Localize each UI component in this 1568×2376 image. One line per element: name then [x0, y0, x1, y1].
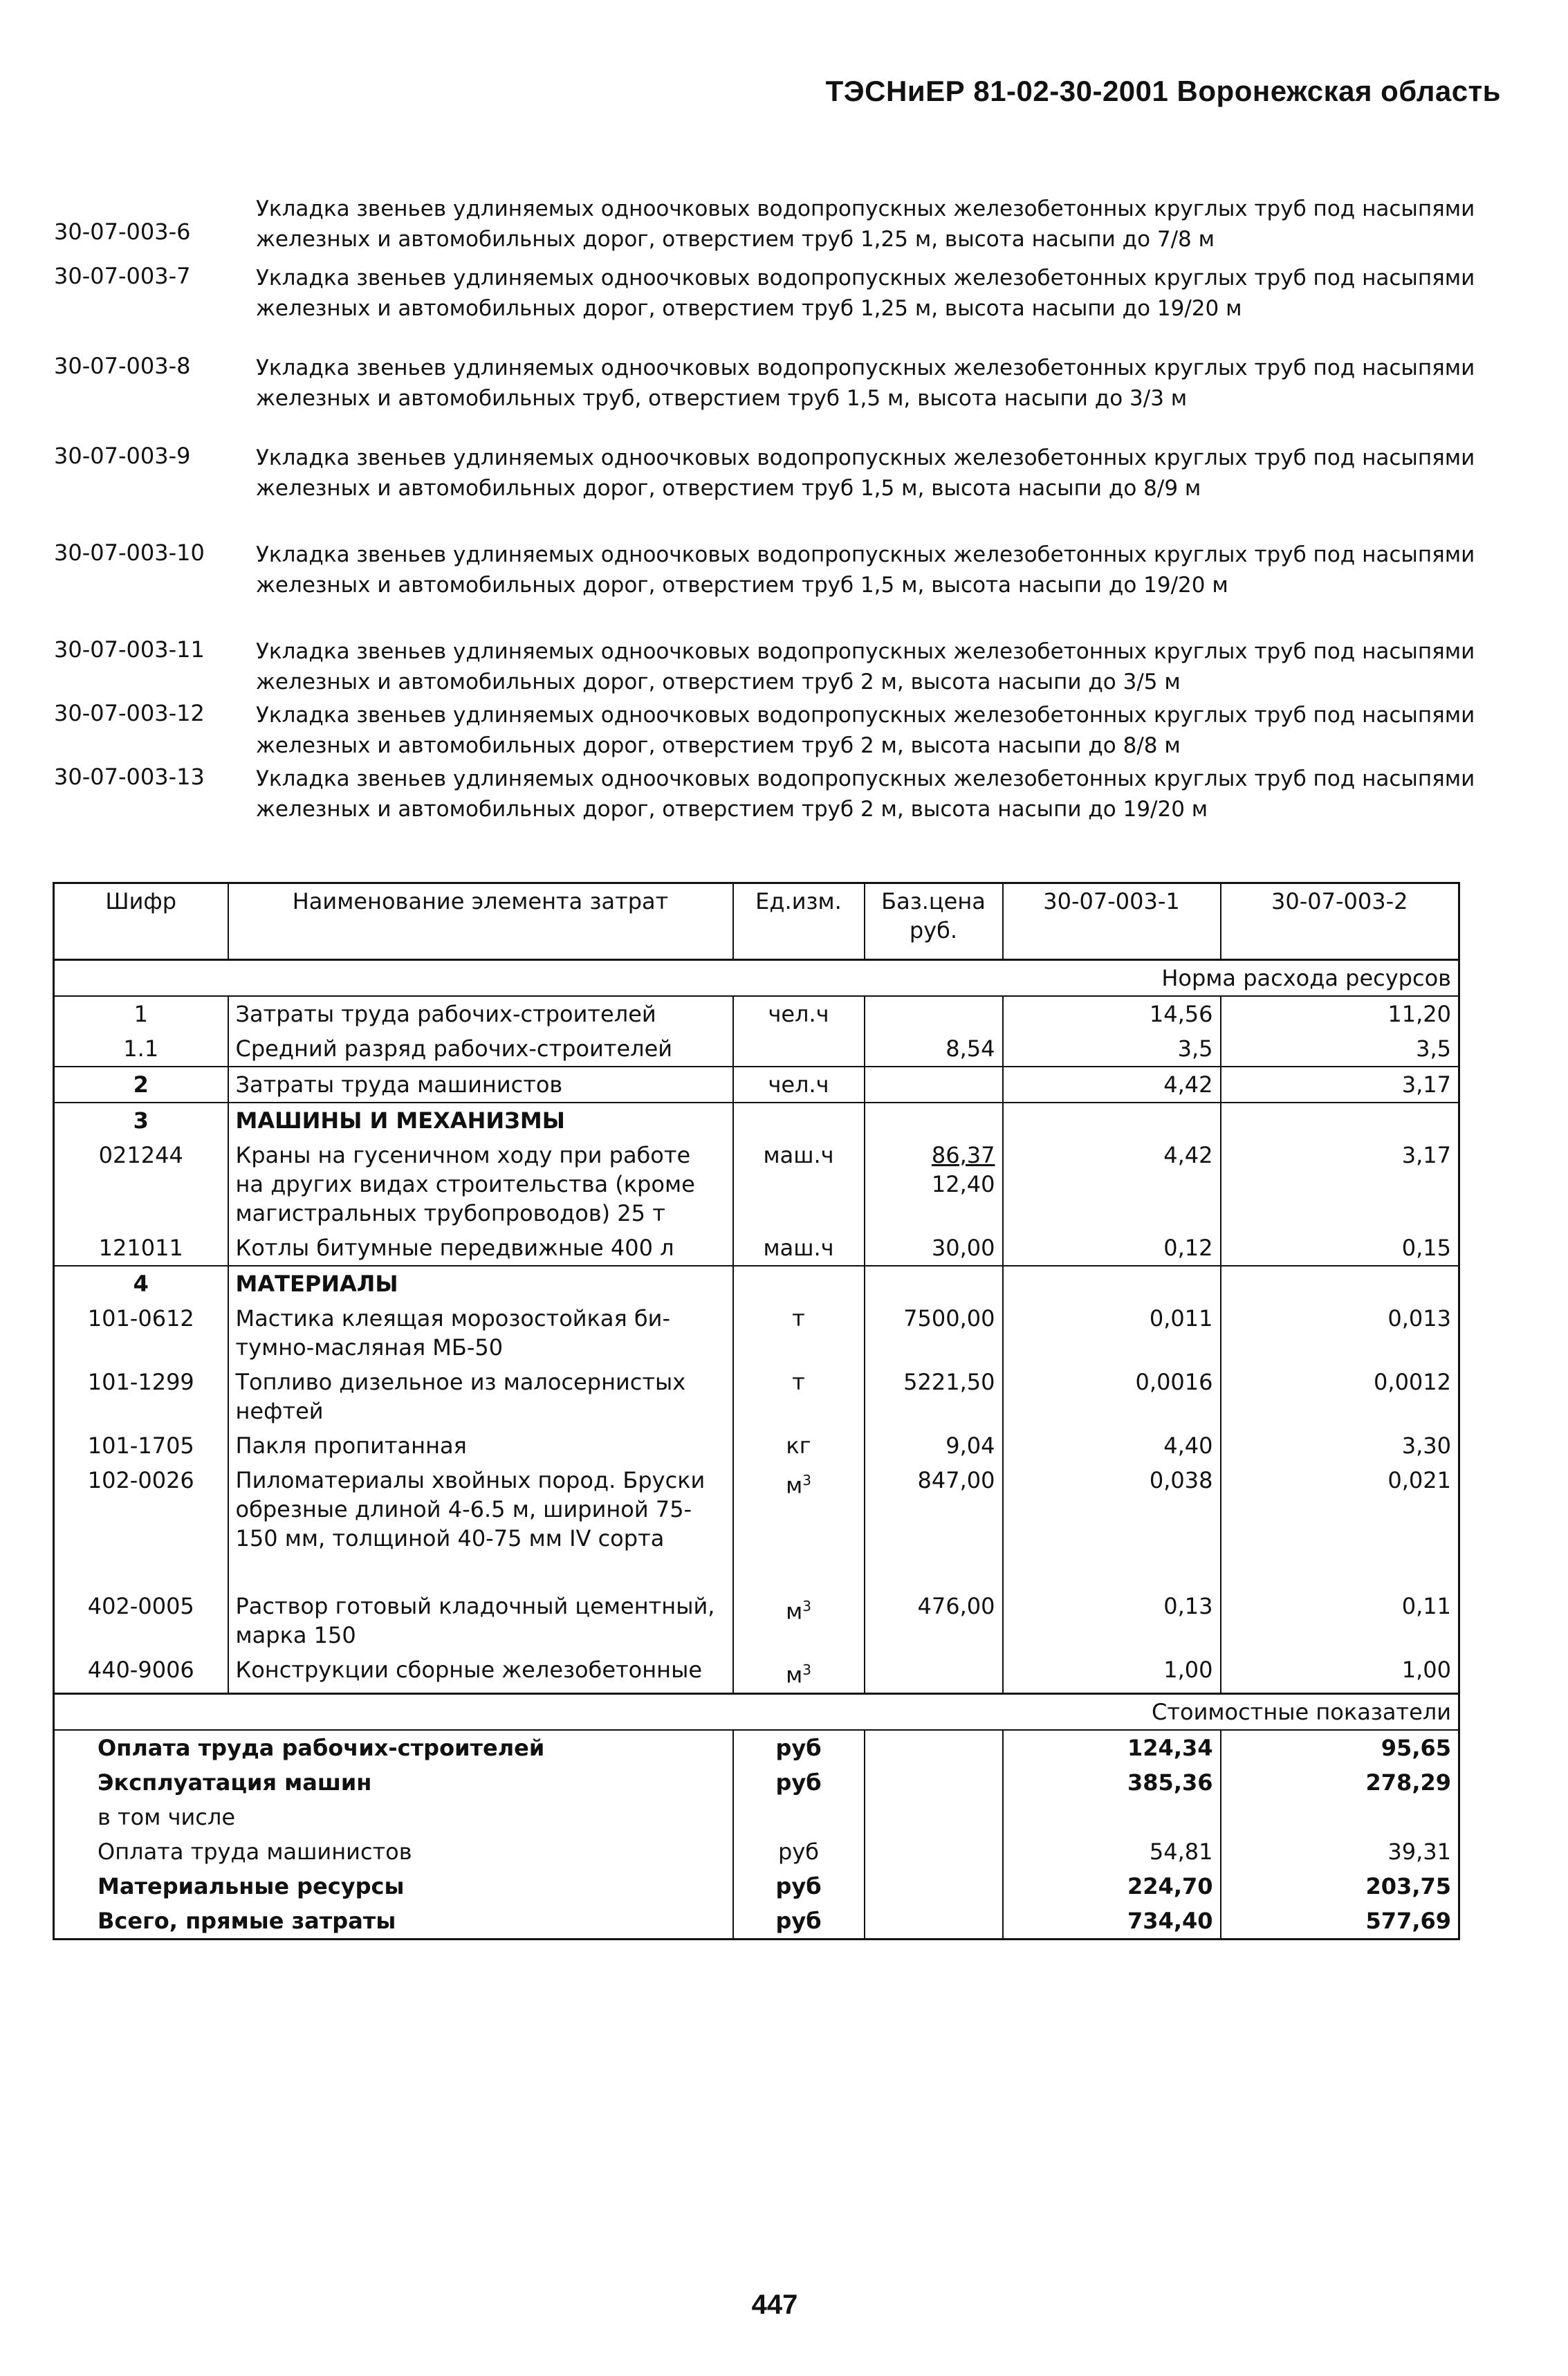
row-price: 476,00	[865, 1589, 1003, 1652]
cost-unit: руб	[733, 1834, 865, 1869]
row-unit: маш.ч	[733, 1138, 865, 1231]
cost-row	[54, 1834, 1459, 1869]
section-row	[54, 1103, 1459, 1138]
entry-description: Укладка звеньев удлиняемых одноочковых водопропускных железобетонных круглых труб под насыпями железных и автомобильных дорог, отверстием труб 1,25 м, высота насыпи до 7/8 м	[256, 196, 1475, 252]
cost-name: Материальные ресурсы	[98, 1872, 405, 1899]
table-row	[54, 1428, 1459, 1463]
cost-row	[54, 1730, 1459, 1765]
table-row	[54, 1231, 1459, 1266]
unit-text: м	[786, 1472, 803, 1499]
row-unit	[733, 1589, 865, 1652]
entry-code: 30-07-003-8	[54, 353, 191, 379]
entry-description: Укладка звеньев удлиняемых одноочковых водопропускных железобетонных круглых труб под насыпями железных и автомобильных труб, отверстием труб 1,5 м, высота насыпи до 3/3 м	[256, 356, 1475, 411]
row-price: 8,54	[865, 1031, 1003, 1067]
row-value-2: 3,5	[1221, 1031, 1459, 1067]
row-value-2: 11,20	[1221, 996, 1459, 1031]
entry-description: Укладка звеньев удлиняемых одноочковых водопропускных железобетонных круглых труб под насыпями железных и автомобильных дорог, отверстием труб 2 м, высота насыпи до 19/20 м	[256, 766, 1475, 822]
row-value-2: 0,0012	[1221, 1365, 1459, 1428]
unit-text: м	[786, 1661, 803, 1688]
row-value-1: 4,42	[1003, 1067, 1221, 1103]
table-row	[54, 1589, 1459, 1652]
row-value-1: 0,12	[1003, 1231, 1221, 1266]
row-name: Затраты труда рабочих-строителей	[228, 996, 733, 1031]
section-title: МАШИНЫ И МЕХАНИЗМЫ	[228, 1103, 733, 1138]
row-price-operator: 12,40	[931, 1171, 995, 1197]
row-price: 5221,50	[865, 1365, 1003, 1428]
cost-value-2: 577,69	[1221, 1904, 1459, 1940]
cost-name: в том числе	[98, 1803, 235, 1830]
cost-name: Оплата труда рабочих-строителей	[54, 1730, 733, 1765]
row-code: 1	[54, 996, 228, 1031]
row-value-2: 0,11	[1221, 1589, 1459, 1652]
norm-caption: Норма расхода ресурсов	[1003, 960, 1459, 997]
table-row	[54, 1138, 1459, 1231]
cost-value-2: 95,65	[1221, 1730, 1459, 1765]
row-unit: кг	[733, 1428, 865, 1463]
row-code: 102-0026	[87, 1467, 194, 1493]
row-code: 021244	[98, 1142, 183, 1168]
header-price-line2: руб.	[909, 917, 958, 943]
unit-superscript: 3	[802, 1598, 811, 1614]
row-code: 402-0005	[87, 1593, 194, 1619]
table-row	[54, 1652, 1459, 1693]
cost-row	[54, 1800, 1459, 1834]
row-value-1: 0,0016	[1003, 1365, 1221, 1428]
row-code: 101-1299	[87, 1369, 194, 1395]
table-header-row	[54, 883, 1459, 960]
row-name: Средний разряд рабочих-строителей	[228, 1031, 733, 1067]
section-code: 3	[54, 1103, 228, 1138]
cost-row	[54, 1765, 1459, 1800]
row-code: 101-1705	[87, 1433, 194, 1459]
unit-superscript: 3	[802, 1661, 811, 1678]
row-price	[865, 996, 1003, 1031]
row-value-2: 3,30	[1221, 1428, 1459, 1463]
table-row	[54, 1463, 1459, 1589]
page-number: 447	[751, 2290, 798, 2320]
row-name: Пиломатериалы хвойных пород. Бруски обрезные длиной 4-6.5 м, шириной 75-150 мм, толщиной 40-75 мм IV сорта	[228, 1463, 733, 1589]
header-col1: 30-07-003-1	[1003, 883, 1221, 960]
header-col2: 30-07-003-2	[1221, 883, 1459, 960]
cost-row	[54, 1869, 1459, 1904]
row-unit: чел.ч	[733, 996, 865, 1031]
cost-name: Всего, прямые затраты	[98, 1907, 396, 1934]
table-row	[54, 1031, 1459, 1067]
row-code: 440-9006	[87, 1657, 194, 1683]
row-value-2: 0,021	[1221, 1463, 1459, 1589]
row-name: Топливо дизельное из малосернистых нефтей	[228, 1365, 733, 1428]
table-row	[54, 1067, 1459, 1103]
row-name: Затраты труда машинистов	[228, 1067, 733, 1103]
row-value-1: 0,13	[1003, 1589, 1221, 1652]
entry-code: 30-07-003-12	[54, 700, 205, 726]
table-row	[54, 996, 1459, 1031]
row-name: Котлы битумные передвижные 400 л	[228, 1231, 733, 1266]
entry-code: 30-07-003-6	[54, 219, 191, 245]
row-price: 9,04	[865, 1428, 1003, 1463]
row-price	[865, 1652, 1003, 1693]
row-code: 1.1	[123, 1035, 159, 1062]
cost-value-1: 224,70	[1003, 1869, 1221, 1904]
row-unit	[733, 1652, 865, 1693]
row-unit	[733, 1031, 865, 1067]
section-title: МАТЕРИАЛЫ	[228, 1266, 733, 1301]
resource-table	[53, 882, 1460, 1940]
row-unit	[733, 1463, 865, 1589]
row-unit: т	[733, 1301, 865, 1365]
row-code: 101-0612	[87, 1305, 194, 1332]
cost-caption-row	[54, 1693, 1459, 1730]
cost-value-1: 54,81	[1003, 1834, 1221, 1869]
cost-value-2: 278,29	[1221, 1765, 1459, 1800]
row-unit: маш.ч	[733, 1231, 865, 1266]
header-price	[865, 883, 1003, 960]
row-value-1: 4,40	[1003, 1428, 1221, 1463]
row-price: 30,00	[865, 1231, 1003, 1266]
row-unit: т	[733, 1365, 865, 1428]
header-name: Наименование элемента затрат	[228, 883, 733, 960]
cost-unit: руб	[733, 1765, 865, 1800]
entry-description: Укладка звеньев удлиняемых одноочковых водопропускных железобетонных круглых труб под насыпями железных и автомобильных дорог, отверстием труб 1,25 м, высота насыпи до 19/20 м	[256, 266, 1475, 321]
row-value-2: 1,00	[1221, 1652, 1459, 1693]
row-value-2: 0,15	[1221, 1231, 1459, 1266]
row-code: 121011	[98, 1235, 183, 1261]
row-value-1: 3,5	[1003, 1031, 1221, 1067]
row-value-2: 3,17	[1221, 1067, 1459, 1103]
row-value-1: 0,011	[1003, 1301, 1221, 1365]
entry-description: Укладка звеньев удлиняемых одноочковых водопропускных железобетонных круглых труб под насыпями железных и автомобильных дорог, отверстием труб 2 м, высота насыпи до 3/5 м	[256, 639, 1475, 694]
entry-code: 30-07-003-9	[54, 443, 191, 469]
cost-value-2: 39,31	[1221, 1834, 1459, 1869]
entry-description: Укладка звеньев удлиняемых одноочковых водопропускных железобетонных круглых труб под насыпями железных и автомобильных дорог, отверстием труб 1,5 м, высота насыпи до 8/9 м	[256, 445, 1475, 501]
entry-code: 30-07-003-11	[54, 636, 205, 663]
row-value-2: 3,17	[1221, 1138, 1459, 1231]
cost-row	[54, 1904, 1459, 1940]
unit-superscript: 3	[802, 1472, 811, 1489]
table-row	[54, 1301, 1459, 1365]
row-value-1: 4,42	[1003, 1138, 1221, 1231]
section-code: 4	[54, 1266, 228, 1301]
header-unit: Ед.изм.	[733, 883, 865, 960]
row-value-2: 0,013	[1221, 1301, 1459, 1365]
page-header: ТЭСНиЕР 81-02-30-2001 Воронежская область	[825, 75, 1501, 107]
row-price-main: 86,37	[931, 1142, 995, 1168]
entry-code: 30-07-003-10	[54, 540, 205, 566]
table-row	[54, 1365, 1459, 1428]
row-unit: чел.ч	[733, 1067, 865, 1103]
cost-caption: Стоимостные показатели	[1003, 1693, 1459, 1730]
entry-code: 30-07-003-7	[54, 263, 191, 289]
entry-description: Укладка звеньев удлиняемых одноочковых водопропускных железобетонных круглых труб под насыпями железных и автомобильных дорог, отверстием труб 2 м, высота насыпи до 8/8 м	[256, 703, 1475, 758]
cost-value-1: 385,36	[1003, 1765, 1221, 1800]
row-value-1: 0,038	[1003, 1463, 1221, 1589]
cost-value-2: 203,75	[1221, 1869, 1459, 1904]
header-price-line1: Баз.цена	[881, 888, 986, 914]
unit-text: м	[786, 1598, 803, 1625]
norm-caption-row	[54, 960, 1459, 997]
row-name: Пакля пропитанная	[228, 1428, 733, 1463]
row-value-1: 1,00	[1003, 1652, 1221, 1693]
row-price: 7500,00	[865, 1301, 1003, 1365]
row-name: Конструкции сборные железобетонные	[228, 1652, 733, 1693]
row-price	[865, 1138, 1003, 1231]
cost-name: Оплата труда машинистов	[98, 1838, 412, 1865]
row-price: 847,00	[865, 1463, 1003, 1589]
row-code: 2	[54, 1067, 228, 1103]
cost-value-1: 734,40	[1003, 1904, 1221, 1940]
cost-unit: руб	[733, 1730, 865, 1765]
cost-unit: руб	[733, 1904, 865, 1940]
section-row	[54, 1266, 1459, 1301]
cost-unit: руб	[733, 1869, 865, 1904]
entry-description: Укладка звеньев удлиняемых одноочковых водопропускных железобетонных круглых труб под насыпями железных и автомобильных дорог, отверстием труб 1,5 м, высота насыпи до 19/20 м	[256, 542, 1475, 598]
cost-value-1: 124,34	[1003, 1730, 1221, 1765]
row-name: Краны на гусеничном ходу при работе на других видах строительства (кроме магистральных трубопроводов) 25 т	[228, 1138, 733, 1231]
row-name: Раствор готовый кладочный цементный, марка 150	[228, 1589, 733, 1652]
row-value-1: 14,56	[1003, 996, 1221, 1031]
entry-code: 30-07-003-13	[54, 764, 205, 790]
row-price	[865, 1067, 1003, 1103]
header-code: Шифр	[105, 888, 177, 914]
row-name: Мастика клеящая морозостойкая би-тумно-масляная МБ-50	[228, 1301, 733, 1365]
cost-name: Эксплуатация машин	[98, 1769, 372, 1796]
